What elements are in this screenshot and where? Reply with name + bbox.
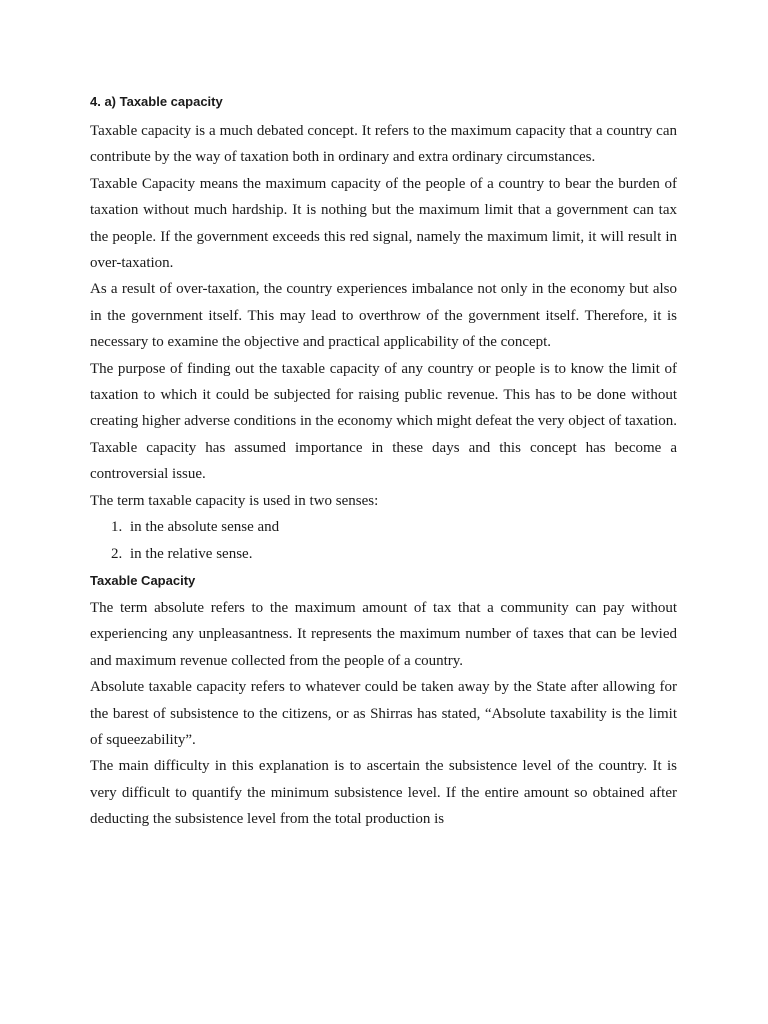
paragraph: The main difficulty in this explanation is to ascertain the subsistence level of the country. It is very difficult to quantify the minimum subsistence level. If the entire amount so obtained after deducting the subsistence level from the total production is — [90, 758, 677, 828]
document-page — [90, 92, 677, 833]
list-item: 1. in the absolute sense and — [126, 514, 677, 540]
section-heading: 4. a) Taxable capacity — [90, 94, 223, 109]
subheading: Taxable Capacity — [90, 572, 196, 588]
senses-list — [90, 514, 677, 567]
paragraph: The purpose of finding out the taxable capacity of any country or people is to know the limit of taxation to which it could be subjected for raising public revenue. This has to be done without creating higher adverse conditions in the economy which might defeat the very object of taxation. Taxable capacity has assumed importance in these days and this concept has become a controversial issue. — [90, 360, 677, 483]
paragraph: Absolute taxable capacity refers to whatever could be taken away by the State after allowing for the barest of subsistence to the citizens, or as Shirras has stated, “Absolute taxability is the limit of squeezability”. — [90, 679, 677, 748]
paragraph: As a result of over-taxation, the country experiences imbalance not only in the economy but also in the government itself. This may lead to overthrow of the government itself. Therefore, it is necessary to examine the objective and practical applicability of the concept. — [90, 281, 677, 351]
paragraph: The term taxable capacity is used in two senses: — [90, 492, 379, 509]
paragraph: Taxable capacity is a much debated concept. It refers to the maximum capacity that a country can contribute by the way of taxation both in ordinary and extra ordinary circumstances. — [90, 123, 677, 166]
paragraph: Taxable Capacity means the maximum capacity of the people of a country to bear the burden of taxation without much hardship. It is nothing but the maximum limit that a government can tax the people. If the government exceeds this red signal, namely the maximum limit, it will result in over-taxation. — [90, 175, 677, 272]
paragraph: The term absolute refers to the maximum amount of tax that a community can pay without experiencing any unpleasantness. It represents the maximum number of taxes that can be levied and maximum revenue collected from the people of a country. — [90, 599, 677, 669]
list-item: 2. in the relative sense. — [126, 541, 677, 567]
